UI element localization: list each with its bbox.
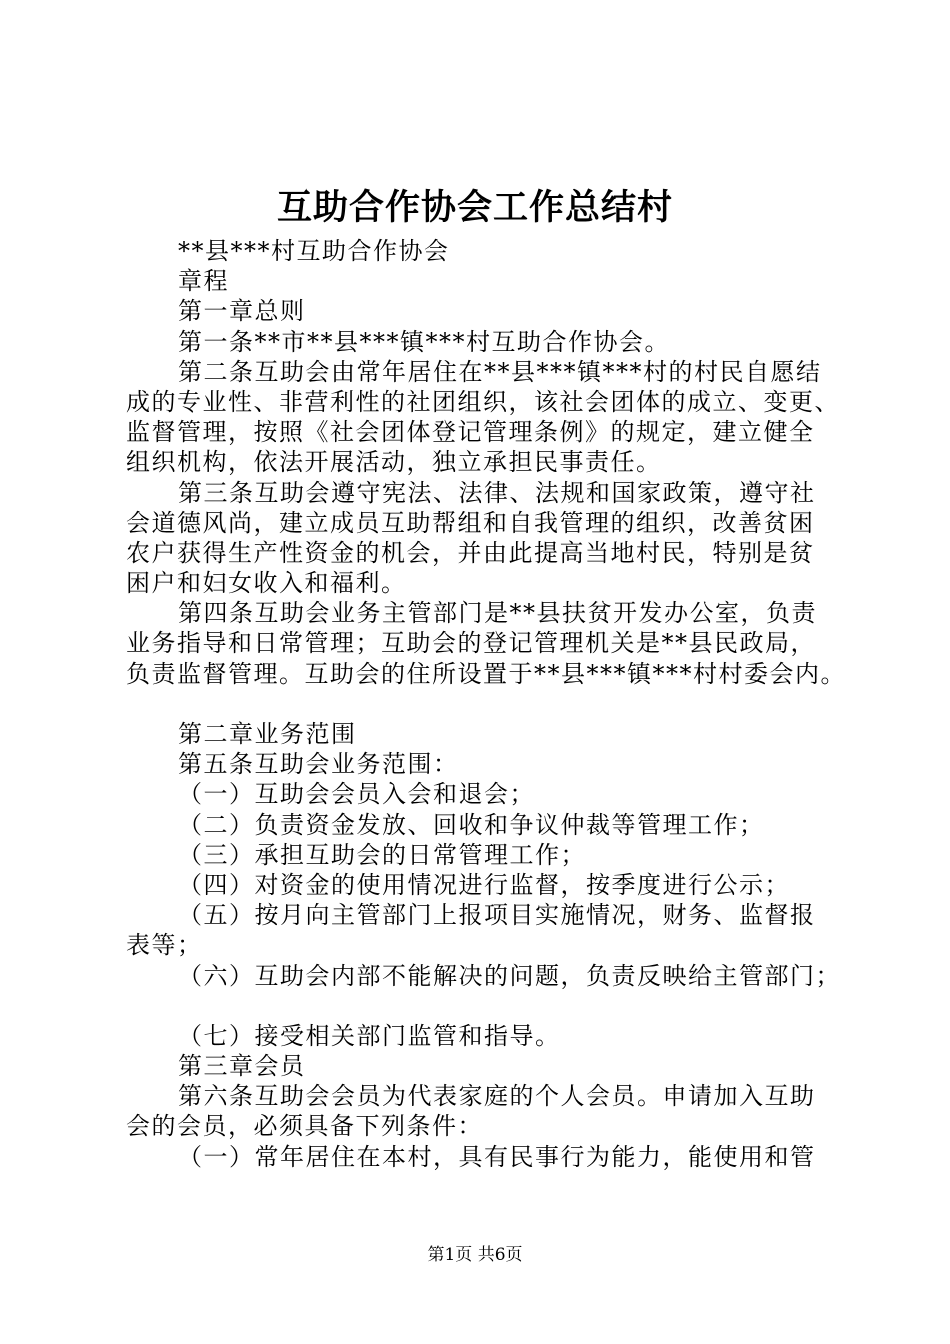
text-line: 第三条互助会遵守宪法、法律、法规和国家政策，遵守社 xyxy=(178,478,816,507)
chapter-heading: 第二章业务范围 xyxy=(178,720,357,748)
text-line: 会道德风尚，建立成员互助帮组和自我管理的组织，改善贫困 xyxy=(126,508,815,537)
text-line: 章程 xyxy=(178,267,229,296)
text-line: 第六条互助会会员为代表家庭的个人会员。申请加入互助 xyxy=(178,1082,816,1111)
list-item: （三）承担互助会的日常管理工作； xyxy=(178,840,586,869)
text-line: 困户和妇女收入和福利。 xyxy=(126,569,407,598)
list-item: （七）接受相关部门监管和指导。 xyxy=(178,1021,561,1050)
document-body xyxy=(126,236,846,1172)
text-line: 第二条互助会由常年居住在**县***镇***村的村民自愿结 xyxy=(178,357,822,386)
text-line: 会的会员，必须具备下列条件： xyxy=(126,1112,483,1141)
text-line: 业务指导和日常管理；互助会的登记管理机关是**县民政局， xyxy=(126,629,816,658)
text-line: 第四条互助会业务主管部门是**县扶贫开发办公室，负责 xyxy=(178,599,817,628)
text-line: 农户获得生产性资金的机会，并由此提高当地村民，特别是贫 xyxy=(126,538,815,567)
list-item: （一）互助会会员入会和退会； xyxy=(178,780,535,809)
list-item: （二）负责资金发放、回收和争议仲裁等管理工作； xyxy=(178,810,765,839)
chapter-heading: 第一章总则 xyxy=(178,297,306,326)
list-item: （五）按月向主管部门上报项目实施情况，财务、监督报 xyxy=(178,901,816,930)
document-title: 互助合作协会工作总结村 xyxy=(276,187,673,228)
chapter-heading: 第三章会员 xyxy=(178,1052,306,1081)
text-line: 表等； xyxy=(126,931,203,960)
list-item: （四）对资金的使用情况进行监督，按季度进行公示； xyxy=(178,870,790,899)
text-line: 组织机构，依法开展活动，独立承担民事责任。 xyxy=(126,448,662,477)
text-line: **县***村互助合作协会 xyxy=(178,237,450,265)
text-line: 负责监督管理。互助会的住所设置于**县***镇***村村委会内。 xyxy=(126,659,846,688)
blank-line xyxy=(126,689,846,719)
page-number: 第1页 共6页 xyxy=(427,1245,523,1265)
list-item: （六）互助会内部不能解决的问题，负责反映给主管部门； xyxy=(178,961,841,990)
list-item: （一）常年居住在本村，具有民事行为能力，能使用和管 xyxy=(178,1142,816,1171)
text-line: 成的专业性、非营利性的社团组织，该社会团体的成立、变更、 xyxy=(126,387,840,416)
blank-line xyxy=(126,991,846,1021)
text-line: 监督管理，按照《社会团体登记管理条例》的规定，建立健全 xyxy=(126,418,815,447)
text-line: 第五条互助会业务范围： xyxy=(178,750,459,779)
text-line: 第一条**市**县***镇***村互助合作协会。 xyxy=(178,327,670,356)
